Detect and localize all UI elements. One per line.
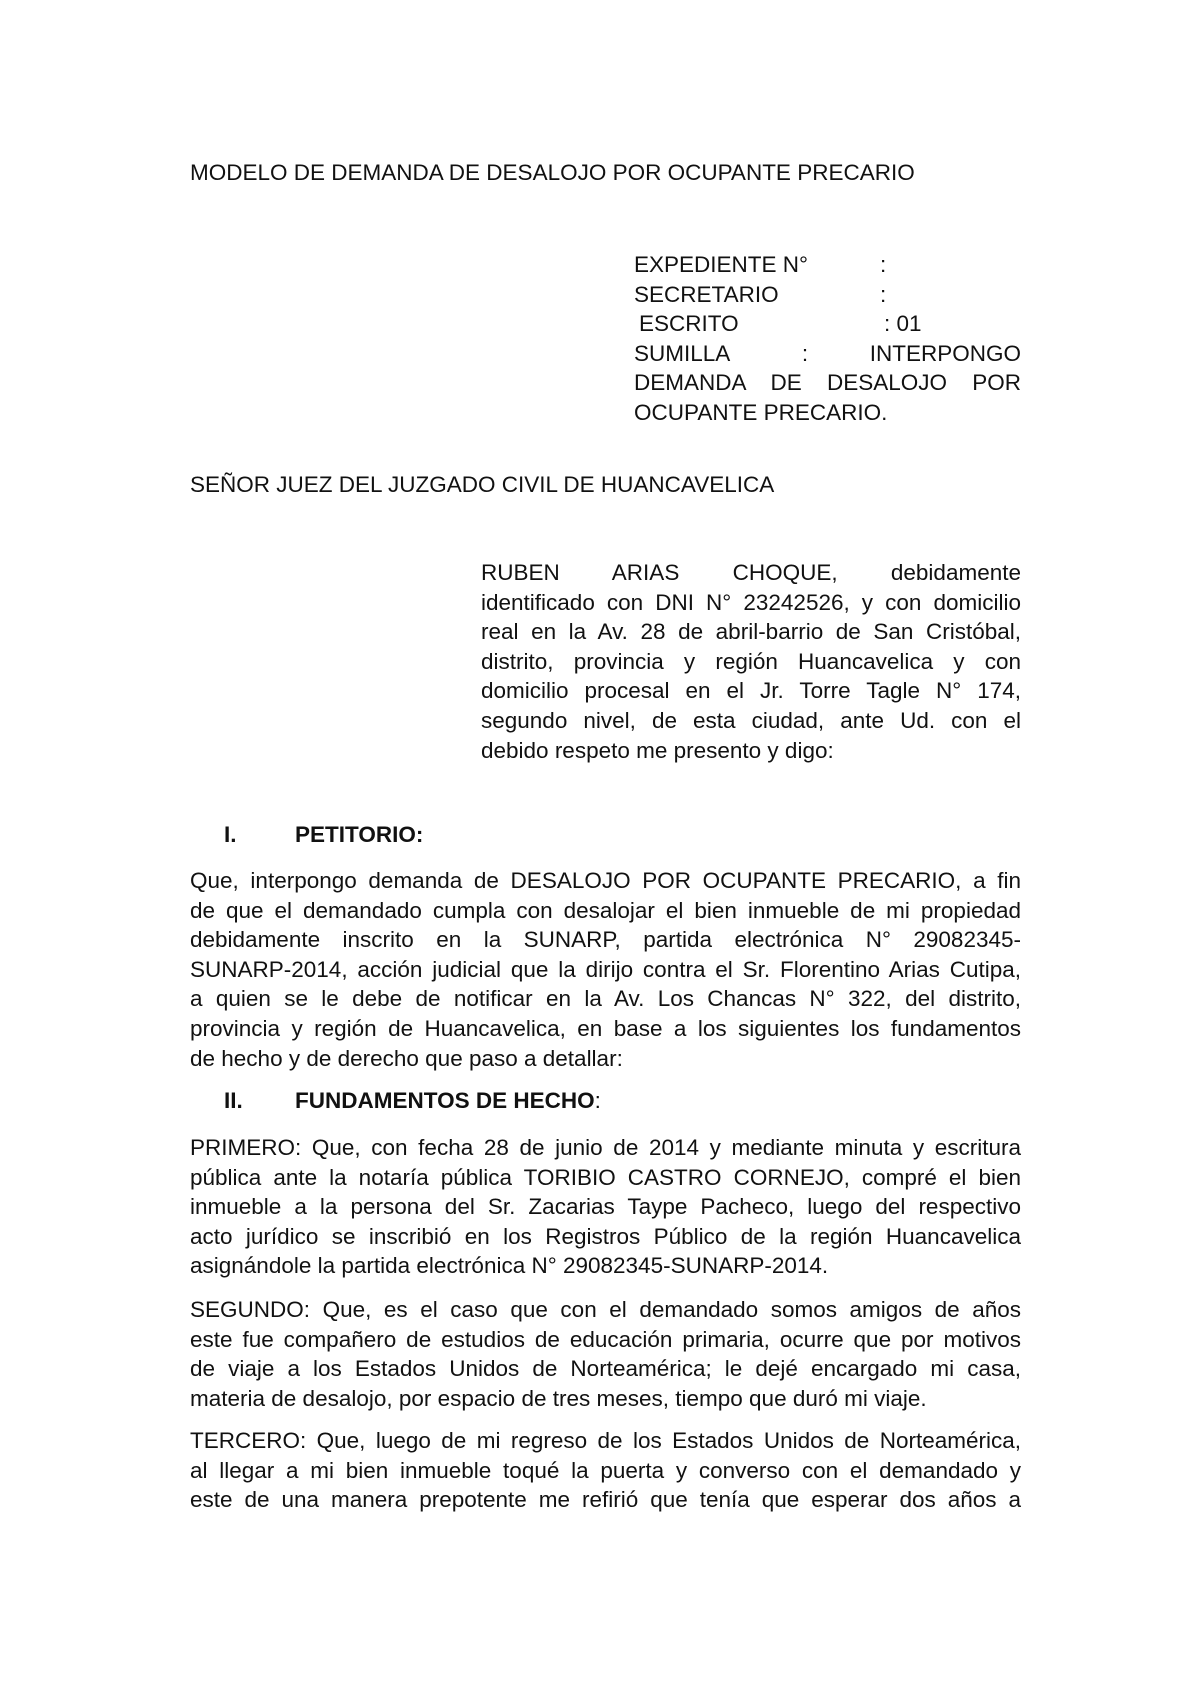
paragraph-line: SEGUNDO: Que, es el caso que con el demandado somos amigos de años bbox=[190, 1297, 1021, 1322]
paragraph-line: este de una manera prepotente me refirió que tenía que esperar dos años a bbox=[190, 1487, 1021, 1513]
expediente-value: : bbox=[880, 252, 887, 277]
section-heading-fundamentos bbox=[224, 1088, 601, 1114]
primero-paragraph bbox=[190, 1133, 1021, 1281]
section-heading-petitorio bbox=[224, 822, 423, 848]
paragraph-line: TERCERO: Que, luego de mi regreso de los Estados Unidos de Norteamérica, bbox=[190, 1428, 1021, 1453]
applicant-line: domicilio procesal en el Jr. Torre Tagle N° 174, bbox=[481, 678, 1021, 704]
paragraph-line: de que el demandado cumpla con desalojar el bien inmueble de mi propiedad bbox=[190, 897, 1021, 923]
paragraph-line: al llegar a mi bien inmueble toqué la puerta y converso con el demandado y bbox=[190, 1457, 1021, 1483]
escrito-row bbox=[634, 309, 1021, 339]
expediente-label: EXPEDIENTE N° bbox=[634, 252, 809, 277]
sumilla-text-line: OCUPANTE PRECARIO. bbox=[634, 399, 888, 425]
section-number: II. bbox=[224, 1088, 243, 1113]
applicant-line: identificado con DNI N° 23242526, y con domicilio bbox=[481, 589, 1021, 615]
sumilla-label: SUMILLA bbox=[634, 340, 731, 366]
paragraph-line: de viaje a los Estados Unidos de Norteamérica; le dejé encargado mi casa, bbox=[190, 1356, 1021, 1382]
addressee-line: SEÑOR JUEZ DEL JUZGADO CIVIL DE HUANCAVELICA bbox=[190, 472, 775, 497]
applicant-line: real en la Av. 28 de abril-barrio de San Cristóbal, bbox=[481, 619, 1021, 645]
paragraph-line: acto jurídico se inscribió en los Registros Público de la región Huancavelica bbox=[190, 1223, 1021, 1249]
paragraph-line: materia de desalojo, por espacio de tres meses, tiempo que duró mi viaje. bbox=[190, 1385, 927, 1411]
applicant-line: RUBEN ARIAS CHOQUE, debidamente bbox=[481, 560, 1021, 585]
paragraph-line: de hecho y de derecho que paso a detallar: bbox=[190, 1045, 623, 1071]
paragraph-line: PRIMERO: Que, con fecha 28 de junio de 2014 y mediante minuta y escritura bbox=[190, 1135, 1021, 1160]
section-title: PETITORIO: bbox=[295, 822, 424, 847]
secretario-value: : bbox=[880, 281, 887, 307]
sumilla-text-line: INTERPONGO bbox=[869, 340, 1021, 366]
paragraph-line: provincia y región de Huancavelica, en base a los siguientes los fundamentos bbox=[190, 1015, 1021, 1041]
paragraph-line: debidamente inscrito en la SUNARP, partida electrónica N° 29082345- bbox=[190, 927, 1021, 953]
secretario-row bbox=[634, 280, 1021, 310]
case-info-block bbox=[634, 250, 1021, 427]
sumilla-text-line: DEMANDA DE DESALOJO POR bbox=[634, 370, 1021, 395]
paragraph-line: asignándole la partida electrónica N° 29082345-SUNARP-2014. bbox=[190, 1253, 829, 1279]
paragraph-line: este fue compañero de estudios de educación primaria, ocurre que por motivos bbox=[190, 1326, 1021, 1352]
section-number: I. bbox=[224, 822, 237, 847]
applicant-line: segundo nivel, de esta ciudad, ante Ud. con el bbox=[481, 707, 1021, 733]
applicant-block bbox=[481, 558, 1021, 765]
paragraph-line: SUNARP-2014, acción judicial que la dirijo contra el Sr. Florentino Arias Cutipa, bbox=[190, 956, 1021, 982]
petitorio-paragraph bbox=[190, 866, 1021, 1073]
expediente-row bbox=[634, 250, 1021, 280]
section-colon: : bbox=[594, 1088, 601, 1113]
paragraph-line: Que, interpongo demanda de DESALOJO POR OCUPANTE PRECARIO, a fin bbox=[190, 868, 1021, 893]
section-title: FUNDAMENTOS DE HECHO bbox=[295, 1088, 595, 1113]
tercero-paragraph bbox=[190, 1426, 1021, 1515]
escrito-value: : 01 bbox=[884, 311, 922, 336]
sumilla-row bbox=[634, 339, 1021, 369]
applicant-line: distrito, provincia y región Huancavelica y con bbox=[481, 648, 1021, 674]
sumilla-separator: : bbox=[801, 340, 809, 366]
paragraph-line: inmueble a la persona del Sr. Zacarias Taype Pacheco, luego del respectivo bbox=[190, 1194, 1021, 1220]
paragraph-line: a quien se le debe de notificar en la Av. Los Chancas N° 322, del distrito, bbox=[190, 986, 1021, 1012]
segundo-paragraph bbox=[190, 1295, 1021, 1413]
paragraph-line: pública ante la notaría pública TORIBIO CASTRO CORNEJO, compré el bien bbox=[190, 1164, 1021, 1190]
document-title: MODELO DE DEMANDA DE DESALOJO POR OCUPANTE PRECARIO bbox=[190, 160, 915, 185]
secretario-label: SECRETARIO bbox=[634, 281, 779, 307]
escrito-label: ESCRITO bbox=[639, 311, 739, 336]
applicant-line: debido respeto me presento y digo: bbox=[481, 737, 834, 763]
